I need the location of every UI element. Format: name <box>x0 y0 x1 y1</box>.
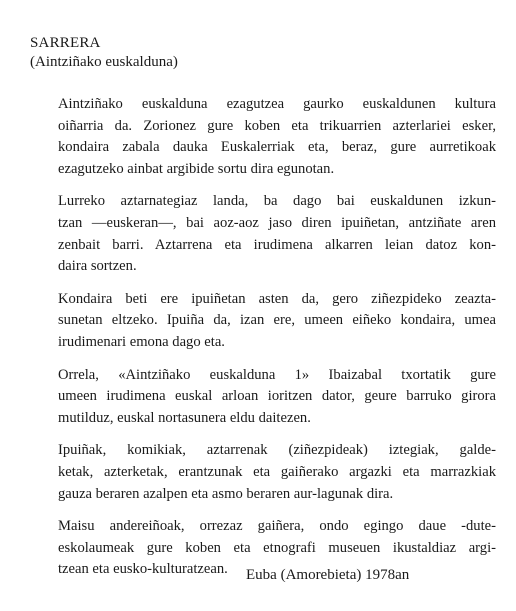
text-line: Kondaira beti ere ipuiñetan asten da, gero ziñezpideko zeazta- <box>58 290 496 307</box>
signature-place-date: Euba (Amorebieta) 1978an <box>246 567 410 583</box>
text-line: Lurreko aztarnategiaz landa, ba dago bai euskaldunen izkun- <box>58 193 496 210</box>
section-subheading: (Aintziñako euskalduna) <box>30 54 178 70</box>
text-line: Orrela, «Aintziñako euskalduna 1» Ibaizabal txortatik gure <box>58 366 496 383</box>
section-heading: SARRERA <box>30 35 101 51</box>
paragraph <box>30 94 496 180</box>
paragraph <box>30 440 496 505</box>
text-line: tzan —euskeran—, bai aoz-aoz jaso diren ipuiñetan, antziñate aren <box>58 214 496 231</box>
text-line: gauza beraren azalpen eta asmo beraren aur-lagunak dira. <box>58 485 394 502</box>
text-line: Maisu andereiñoak, orrezaz gaiñera, ondo egingo daue -dute- <box>58 518 496 535</box>
text-line: Aintziñako euskalduna ezagutzea gaurko euskaldunen kultura <box>58 96 496 112</box>
body-text <box>30 94 496 592</box>
text-line: ketak, azterketak, erantzunak eta gaiñerako argazki eta marrazkiak <box>58 463 496 480</box>
text-line: tzean eta eusko-kulturatzean. <box>58 561 228 578</box>
text-line: mutilduz, euskal nortasunera eldu daitezen. <box>58 409 311 426</box>
text-line: umeen irudimena euskal arloan ioritzen dator, geure barruko girora <box>58 388 496 405</box>
text-line: kondaira zabala dauka Euskalerriak eta, beraz, gure aurretikoak <box>58 139 496 156</box>
text-line: Ipuiñak, komikiak, aztarrenak (ziñezpideak) iztegiak, galde- <box>58 442 496 459</box>
text-line: oiñarria da. Zorionez gure koben eta trikuarrien azterlariei esker, <box>58 117 496 134</box>
paragraph <box>30 289 496 354</box>
paragraph <box>30 365 496 430</box>
text-line: daira sortzen. <box>58 258 137 275</box>
paragraph <box>30 191 496 277</box>
text-line: irudimenari emona dago eta. <box>58 333 225 350</box>
text-line: sunetan eltzeko. Ipuiña da, izan ere, umeen eiñeko kondaira, umea <box>58 312 496 329</box>
text-line: zenbait barri. Aztarrena eta irudimena alkarren leian datoz kon- <box>58 236 496 253</box>
text-line: ezagutzeko ainbat argibide sortu dira egunotan. <box>58 160 335 177</box>
text-line: eskolaumeak gure koben eta etnografi museuen ikustaldiaz argi- <box>58 539 496 556</box>
